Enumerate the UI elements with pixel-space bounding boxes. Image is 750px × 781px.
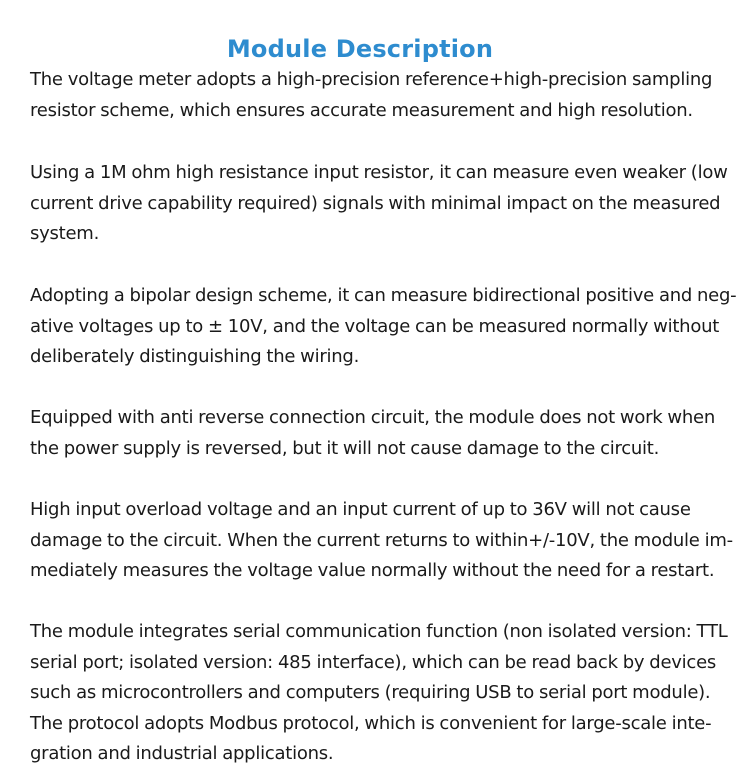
- paragraph-line: resistor scheme, which ensures accurate measurement and high resolution.: [30, 99, 693, 121]
- paragraph-bipolar-design: [30, 281, 736, 373]
- paragraph-line: Adopting a bipolar design scheme, it can measure bidirectional positive and neg-: [30, 285, 737, 306]
- paragraph-reverse-protection: [30, 403, 736, 464]
- paragraph-line: The voltage meter adopts a high-precision reference+high-precision sampling: [30, 69, 713, 90]
- paragraph-line: Equipped with anti reverse connection circuit, the module does not work when: [30, 407, 716, 428]
- paragraph-serial-communication: [30, 617, 736, 770]
- paragraph-line: mediately measures the voltage value normally without the need for a restart.: [30, 560, 715, 582]
- paragraph-precision: [30, 65, 736, 126]
- paragraph-line: The protocol adopts Modbus protocol, which is convenient for large-scale inte-: [30, 712, 712, 734]
- paragraph-input-resistor: [30, 158, 736, 250]
- page-title: Module Description: [226, 35, 494, 64]
- paragraph-line: system.: [30, 223, 100, 245]
- paragraph-line: the power supply is reversed, but it will not cause damage to the circuit.: [30, 437, 660, 459]
- paragraph-overload: [30, 495, 736, 587]
- paragraph-line: ative voltages up to ± 10V, and the voltage can be measured normally without: [30, 315, 720, 337]
- paragraph-line: damage to the circuit. When the current returns to within+/-10V, the module im-: [30, 529, 733, 551]
- paragraph-line: The module integrates serial communication function (non isolated version: TTL: [30, 621, 728, 642]
- paragraph-line: Using a 1M ohm high resistance input resistor, it can measure even weaker (low: [30, 162, 728, 183]
- paragraph-line: current drive capability required) signals with minimal impact on the measured: [30, 192, 721, 214]
- paragraph-line: serial port; isolated version: 485 interface), which can be read back by devices: [30, 651, 717, 673]
- paragraph-line: such as microcontrollers and computers (requiring USB to serial port module).: [30, 682, 711, 704]
- paragraph-line: deliberately distinguishing the wiring.: [30, 346, 360, 368]
- paragraph-line: High input overload voltage and an input current of up to 36V will not cause: [30, 499, 691, 520]
- paragraph-line: gration and industrial applications.: [30, 743, 334, 765]
